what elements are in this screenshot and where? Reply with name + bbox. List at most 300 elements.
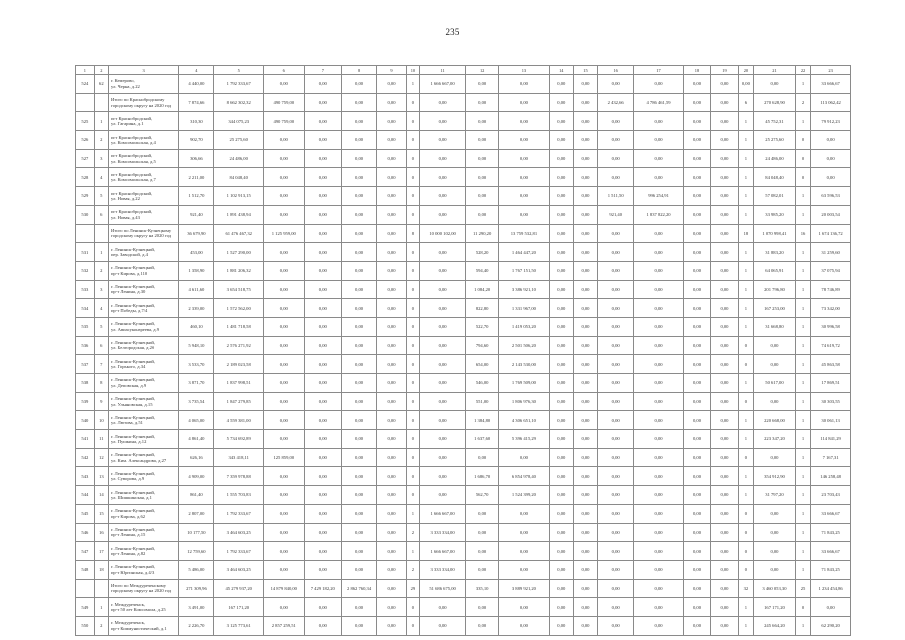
table-cell: 4: [94, 299, 108, 318]
table-cell: 7: [94, 355, 108, 374]
table-cell: 0,00: [573, 93, 597, 112]
table-cell: 0: [406, 149, 419, 168]
table-cell: 0,00: [711, 131, 738, 150]
table-cell: 0,00: [420, 486, 466, 505]
table-cell: 0,00: [711, 224, 738, 243]
table-cell: 0,00: [377, 131, 407, 150]
table-cell: 0,00: [683, 486, 710, 505]
table-cell: 0,00: [573, 280, 597, 299]
table-cell: 0: [738, 336, 753, 355]
table-cell: 0,00: [263, 504, 304, 523]
table-cell: 0,00: [304, 448, 341, 467]
table-cell: 1 331 967,00: [499, 299, 550, 318]
table-cell: 0: [406, 112, 419, 131]
table-cell: 0,00: [598, 149, 634, 168]
table-cell: 539: [76, 392, 95, 411]
table-cell: 2: [795, 93, 810, 112]
table-cell: 0,00: [549, 261, 573, 280]
table-row: [76, 280, 851, 299]
address-cell: пгт Краснобродский, ул. Гагарина, д.1: [108, 112, 178, 131]
table-cell: 522,70: [466, 317, 499, 336]
table-cell: 0,00: [634, 355, 683, 374]
table-cell: 0,00: [341, 598, 376, 617]
table-cell: 33 985,20: [754, 205, 796, 224]
table-cell: 0,00: [598, 430, 634, 449]
table-cell: 0,00: [341, 317, 376, 336]
table-cell: 0,00: [711, 598, 738, 617]
table-cell: 0,00: [573, 299, 597, 318]
table-cell: 3 871,70: [179, 374, 214, 393]
table-cell: 0,00: [549, 598, 573, 617]
table-cell: 0,00: [598, 523, 634, 542]
table-row: [76, 411, 851, 430]
table-cell: 0,00: [711, 187, 738, 206]
table-cell: 0,00: [634, 336, 683, 355]
table-cell: 1 666 667,00: [420, 542, 466, 561]
table-cell: 0,00: [377, 243, 407, 262]
table-cell: 0,00: [549, 317, 573, 336]
table-cell: 0,00: [549, 579, 573, 598]
table-row: [76, 355, 851, 374]
table-cell: 5 948,10: [179, 336, 214, 355]
table-cell: 0,00: [711, 467, 738, 486]
table-cell: 1 769 509,00: [499, 374, 550, 393]
table-cell: 0: [738, 448, 753, 467]
table-cell: 547: [76, 542, 95, 561]
table-cell: 0,00: [683, 374, 710, 393]
table-cell: 626,16: [179, 448, 214, 467]
address-cell: пгт Краснобродский, ул. Новая, д.22: [108, 187, 178, 206]
table-cell: 0,00: [377, 560, 407, 579]
table-cell: 3 533,70: [179, 355, 214, 374]
table-body: [76, 66, 851, 636]
table-cell: 0,00: [304, 616, 341, 635]
table-cell: 0,00: [573, 579, 597, 598]
table-cell: 0,00: [598, 317, 634, 336]
table-cell: 73 342,00: [811, 299, 851, 318]
table-cell: 822,80: [466, 299, 499, 318]
table-cell: 0,00: [634, 168, 683, 187]
table-cell: 0,00: [811, 149, 851, 168]
table-cell: 0,00: [420, 336, 466, 355]
table-cell: 921,40: [598, 205, 634, 224]
table-cell: 1 102 913,15: [214, 187, 263, 206]
table-cell: 1: [795, 112, 810, 131]
table-cell: 1: [795, 336, 810, 355]
table-cell: 525: [76, 112, 95, 131]
address-cell: пгт Краснобродский, ул. Комсомольская, д.4: [108, 131, 178, 150]
address-cell: г. Ленинск-Кузнецкий, ул. Ульяновская, д.15: [108, 392, 178, 411]
table-cell: 0,00: [377, 392, 407, 411]
table-cell: 0,00: [683, 280, 710, 299]
table-cell: 0,00: [377, 616, 407, 635]
table-cell: 0,00: [754, 392, 796, 411]
table-cell: 0,00: [420, 112, 466, 131]
table-cell: 0,00: [420, 280, 466, 299]
table-cell: 0,00: [263, 392, 304, 411]
table-cell: 0,00: [573, 224, 597, 243]
table-cell: 0,00: [573, 448, 597, 467]
table-cell: 12 759,60: [179, 542, 214, 561]
table-cell: 550: [76, 616, 95, 635]
table-cell: 0,00: [573, 374, 597, 393]
table-cell: 1 891 438,94: [214, 205, 263, 224]
address-cell: г. Ленинск-Кузнецкий, ул. Шишкинская, д.1: [108, 486, 178, 505]
table-cell: 125 859,00: [263, 448, 304, 467]
table-cell: 538: [76, 374, 95, 393]
table-cell: 0,00: [573, 616, 597, 635]
table-cell: 594,40: [466, 261, 499, 280]
table-cell: 0,00: [634, 75, 683, 94]
table-cell: 7 874,66: [179, 93, 214, 112]
table-cell: 10 177,50: [179, 523, 214, 542]
table-cell: 542: [76, 448, 95, 467]
table-cell: 0,00: [754, 448, 796, 467]
table-cell: 0,00: [466, 149, 499, 168]
table-cell: 0,00: [549, 486, 573, 505]
table-cell: 530: [76, 205, 95, 224]
table-cell: 0,00: [263, 205, 304, 224]
column-number: 19: [711, 66, 738, 75]
table-cell: 531: [76, 243, 95, 262]
address-cell: г. Ленинск-Кузнецкий, ул. Пушкина, д.12: [108, 430, 178, 449]
address-cell: Итого по Междуреченскому городскому округу на 2020 год: [108, 579, 178, 598]
table-row: [76, 205, 851, 224]
table-cell: 0,00: [304, 374, 341, 393]
table-row: [76, 467, 851, 486]
table-cell: 0,00: [263, 374, 304, 393]
column-number: 1: [76, 66, 95, 75]
table-cell: 0,00: [683, 411, 710, 430]
table-cell: 0: [406, 448, 419, 467]
table-cell: 0,00: [420, 131, 466, 150]
table-cell: 1: [795, 467, 810, 486]
table-cell: 0,00: [466, 448, 499, 467]
table-cell: 167 171,20: [214, 598, 263, 617]
table-cell: 1: [795, 187, 810, 206]
table-cell: 0,00: [499, 523, 550, 542]
table-cell: 0,00: [573, 430, 597, 449]
table-cell: 0,00: [549, 560, 573, 579]
table-cell: 540: [76, 411, 95, 430]
table-cell: 0,00: [683, 598, 710, 617]
table-cell: 0,00: [573, 149, 597, 168]
table-cell: 0,00: [549, 187, 573, 206]
table-cell: 0,00: [341, 355, 376, 374]
table-cell: 0,00: [377, 336, 407, 355]
table-cell: 0: [406, 205, 419, 224]
table-cell: 18: [738, 224, 753, 243]
table-cell: 1 806 976,30: [499, 392, 550, 411]
table-row: [76, 131, 851, 150]
address-cell: пгт Краснобродский, ул. Новая, д.43: [108, 205, 178, 224]
table-cell: 31 259,60: [811, 243, 851, 262]
column-number: 8: [341, 66, 376, 75]
table-cell: 2: [94, 131, 108, 150]
table-cell: 0,00: [711, 317, 738, 336]
table-cell: 0,00: [573, 542, 597, 561]
address-cell: г. Ленинск-Кузнецкий, пр-т Кирова, д.62: [108, 504, 178, 523]
table-cell: 1: [738, 430, 753, 449]
table-cell: 1: [738, 486, 753, 505]
table-cell: 460,10: [179, 317, 214, 336]
table-cell: 0,00: [754, 355, 796, 374]
table-cell: 0,00: [304, 93, 341, 112]
address-cell: г. Ленинск-Кузнецкий, ул. Лютова, д.51: [108, 411, 178, 430]
table-cell: 146 258,48: [811, 467, 851, 486]
table-cell: 794,60: [466, 336, 499, 355]
column-number: 15: [573, 66, 597, 75]
table-cell: 0,00: [341, 504, 376, 523]
table-cell: 0: [406, 168, 419, 187]
table-cell: 0,00: [304, 560, 341, 579]
table-cell: 0,00: [573, 392, 597, 411]
table-cell: 1 767 151,50: [499, 261, 550, 280]
table-cell: 0: [406, 93, 419, 112]
table-cell: 310,30: [179, 112, 214, 131]
table-cell: 0,00: [573, 75, 597, 94]
table-cell: 31 668,80: [754, 317, 796, 336]
address-cell: г. Ленинск-Кузнецкий, пр-т Ленина, д.30: [108, 280, 178, 299]
column-number: 20: [738, 66, 753, 75]
table-cell: 0,00: [377, 149, 407, 168]
table-cell: 0,00: [683, 75, 710, 94]
table-cell: 0,00: [466, 504, 499, 523]
table-cell: 902,70: [179, 131, 214, 150]
table-cell: 0,00: [711, 149, 738, 168]
table-cell: 2 432,66: [598, 93, 634, 112]
table-cell: 0,00: [341, 280, 376, 299]
table-row: [76, 243, 851, 262]
table-cell: 0,00: [263, 430, 304, 449]
table-cell: 0,00: [711, 523, 738, 542]
table-cell: 0,00: [499, 187, 550, 206]
table-cell: 245 664,20: [754, 616, 796, 635]
table-cell: 0,00: [549, 149, 573, 168]
table-cell: 0,00: [466, 205, 499, 224]
table-cell: 0,00: [598, 486, 634, 505]
table-cell: 0,00: [341, 299, 376, 318]
table-cell: 0: [795, 168, 810, 187]
table-cell: 0,00: [304, 243, 341, 262]
table-cell: 0,00: [466, 112, 499, 131]
table-cell: 0,00: [377, 112, 407, 131]
table-cell: 0,00: [341, 93, 376, 112]
table-cell: 0,00: [377, 430, 407, 449]
table-cell: 0,00: [738, 75, 753, 94]
table-cell: 536: [76, 336, 95, 355]
table-cell: 0,00: [263, 131, 304, 150]
table-cell: 1: [738, 467, 753, 486]
table-row: [76, 430, 851, 449]
table-cell: 0,00: [683, 579, 710, 598]
table-row: [76, 486, 851, 505]
address-cell: г. Ленинск-Кузнецкий, пр-т Ленина, д.15: [108, 523, 178, 542]
table-cell: 3 464 603,25: [214, 523, 263, 542]
table-cell: 0,00: [549, 467, 573, 486]
table-cell: 0,00: [499, 75, 550, 94]
table-cell: 1 792 333,67: [214, 542, 263, 561]
table-cell: 3: [94, 149, 108, 168]
table-cell: 0,00: [341, 224, 376, 243]
table-cell: 0,00: [598, 299, 634, 318]
table-cell: 0,00: [304, 430, 341, 449]
table-cell: 30 303,55: [811, 392, 851, 411]
table-cell: 2 189 023,58: [214, 355, 263, 374]
table-cell: 0,00: [420, 187, 466, 206]
table-cell: 0,00: [683, 448, 710, 467]
table-cell: 31 883,20: [754, 243, 796, 262]
table-cell: 1: [795, 355, 810, 374]
table-cell: 79 912,23: [811, 112, 851, 131]
table-cell: 270 628,90: [754, 93, 796, 112]
table-cell: 1 070 998,41: [754, 224, 796, 243]
table-cell: 0,00: [711, 355, 738, 374]
table-cell: 1 511,50: [598, 187, 634, 206]
table-cell: 0,00: [341, 131, 376, 150]
table-cell: 0,00: [634, 224, 683, 243]
table-cell: 5 486,00: [179, 560, 214, 579]
table-row: [76, 317, 851, 336]
table-cell: 1: [738, 149, 753, 168]
table-cell: 0,00: [341, 560, 376, 579]
table-cell: 3 125 773,61: [214, 616, 263, 635]
table-cell: 0,00: [341, 205, 376, 224]
table-cell: 223 347,20: [754, 430, 796, 449]
table-cell: 2: [94, 261, 108, 280]
table-cell: 0,00: [304, 224, 341, 243]
table-cell: 0,00: [466, 523, 499, 542]
table-cell: 0,00: [499, 560, 550, 579]
table-cell: 1 686,70: [466, 467, 499, 486]
table-cell: 453,00: [179, 243, 214, 262]
table-cell: 1 666 667,00: [420, 504, 466, 523]
table-cell: 0,00: [598, 131, 634, 150]
table-cell: 0,00: [549, 523, 573, 542]
table-cell: 0: [738, 355, 753, 374]
table-cell: 1 572 562,00: [214, 299, 263, 318]
table-cell: 0,00: [377, 504, 407, 523]
table-cell: 0,00: [711, 205, 738, 224]
column-number: 21: [754, 66, 796, 75]
table-cell: 0,00: [341, 149, 376, 168]
table-cell: 0,00: [573, 355, 597, 374]
table-cell: 0,00: [420, 299, 466, 318]
table-cell: 0,00: [499, 598, 550, 617]
table-cell: 0,00: [341, 168, 376, 187]
table-cell: 0,00: [549, 616, 573, 635]
table-cell: 546: [76, 523, 95, 542]
table-cell: 0: [738, 392, 753, 411]
column-number: 10: [406, 66, 419, 75]
subtotal-row: [76, 579, 851, 598]
table-cell: 0,00: [711, 504, 738, 523]
table-cell: 0,00: [377, 374, 407, 393]
table-cell: 0: [406, 392, 419, 411]
table-cell: 0,00: [341, 430, 376, 449]
column-number: 4: [179, 66, 214, 75]
table-cell: 0,00: [466, 168, 499, 187]
table-cell: 490 759,00: [263, 112, 304, 131]
table-cell: 7 359 978,88: [214, 467, 263, 486]
table-cell: 0,00: [573, 336, 597, 355]
table-cell: 0,00: [549, 355, 573, 374]
table-cell: 0: [795, 598, 810, 617]
table-cell: 0: [406, 243, 419, 262]
table-cell: 0,00: [573, 486, 597, 505]
table-cell: 0,00: [598, 579, 634, 598]
table-cell: 4 861,40: [179, 430, 214, 449]
table-cell: 84 048,40: [754, 168, 796, 187]
table-cell: 45 279 937,20: [214, 579, 263, 598]
table-row: [76, 299, 851, 318]
table-cell: 201 796,80: [754, 280, 796, 299]
table-cell: 0,00: [377, 299, 407, 318]
table-cell: 0,00: [420, 261, 466, 280]
table-cell: 1 512,70: [179, 187, 214, 206]
table-cell: 1 837 998,51: [214, 374, 263, 393]
table-cell: 16: [795, 224, 810, 243]
table-cell: 0,00: [263, 336, 304, 355]
table-cell: 1 084,20: [466, 280, 499, 299]
table-cell: 0,00: [711, 112, 738, 131]
column-number: 18: [683, 66, 710, 75]
table-cell: 532: [76, 261, 95, 280]
table-cell: 0,00: [304, 355, 341, 374]
table-cell: 1: [94, 243, 108, 262]
table-cell: 1 419 053,20: [499, 317, 550, 336]
table-cell: 0,00: [304, 75, 341, 94]
table-cell: 63 596,53: [811, 187, 851, 206]
column-number: 5: [214, 66, 263, 75]
table-cell: 167 253,00: [754, 299, 796, 318]
table-cell: 0,00: [499, 93, 550, 112]
column-number: 12: [466, 66, 499, 75]
table-cell: 0,00: [549, 205, 573, 224]
table-cell: 1: [795, 411, 810, 430]
table-cell: 0,00: [304, 542, 341, 561]
table-cell: 14 879 840,00: [263, 579, 304, 598]
column-number: 7: [304, 66, 341, 75]
table-cell: 0,00: [598, 280, 634, 299]
table-cell: 0,00: [341, 392, 376, 411]
address-cell: г. Ленинск-Кузнецкий, ул. Авиасуконзреева, д.9: [108, 317, 178, 336]
table-row: [76, 448, 851, 467]
table-cell: 0,00: [598, 243, 634, 262]
table-cell: 861,40: [179, 486, 214, 505]
table-row: [76, 336, 851, 355]
table-cell: 0,00: [263, 317, 304, 336]
table-cell: 1: [795, 542, 810, 561]
table-cell: 0,00: [683, 112, 710, 131]
table-cell: 0,00: [420, 355, 466, 374]
table-cell: 0,00: [711, 336, 738, 355]
table-cell: 0,00: [711, 261, 738, 280]
table-cell: 0,00: [341, 243, 376, 262]
table-cell: 16: [94, 523, 108, 542]
table-cell: 0,00: [711, 486, 738, 505]
table-cell: 1 524 399,20: [499, 486, 550, 505]
table-cell: 25 275,60: [214, 131, 263, 150]
table-cell: 0,00: [377, 317, 407, 336]
address-cell: г. Ленинск-Кузнецкий, пер. Заводской, д.4: [108, 243, 178, 262]
table-cell: 0,00: [263, 598, 304, 617]
table-cell: 1: [738, 131, 753, 150]
table-cell: 0,00: [263, 280, 304, 299]
table-cell: 4 065,00: [179, 411, 214, 430]
table-cell: 0,00: [341, 467, 376, 486]
table-cell: 996 254,91: [634, 187, 683, 206]
